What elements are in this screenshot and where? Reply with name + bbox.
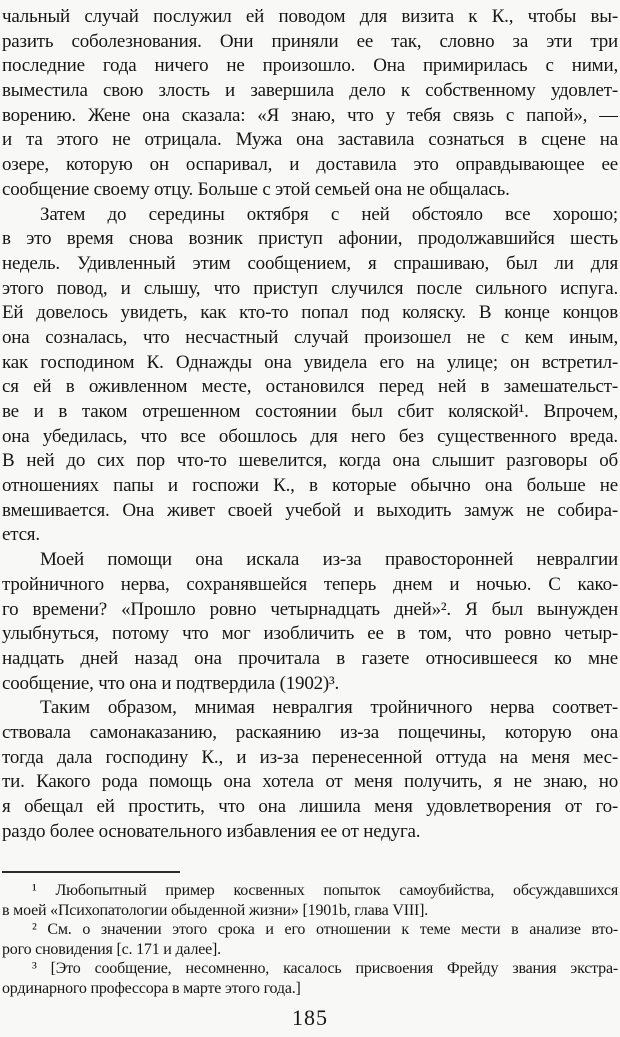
text-line: Моей помощи она искала из-за правосторонней невралгии	[40, 549, 618, 571]
text-line: ворению. Жене она сказала: «Я знаю, что у тебя связь с папой», —	[2, 104, 618, 126]
text-line: Ей довелось увидеть, как кто-то попал под коляску. В конце концов	[2, 302, 618, 324]
text-line: ствовала самонаказанию, раскаянию из-за пощечины, которую она	[2, 721, 618, 743]
text-line: недель. Удивленный этим сообщением, я спрашиваю, был ли для	[2, 252, 618, 274]
text-line: Затем до середины октября с ней обстояло все хорошо;	[40, 203, 618, 225]
text-line: она убедилась, что все обошлось для него без существенного вреда.	[2, 425, 618, 447]
text-line: озере, которую он оспаривал, и доставила это оправдывающее ее	[2, 154, 618, 176]
text-line: сообщение, что она и подтвердила (1902)³.	[2, 672, 340, 694]
text-line: Таким образом, мнимая невралгия тройничного нерва соответ-	[40, 697, 618, 719]
text-line: вмешивается. Она живет своей учебой и выходить замуж не собира-	[2, 499, 618, 521]
text-line: ве и в таком отрешенном состоянии был сбит коляской¹. Впрочем,	[2, 401, 618, 422]
text-line: выместила свою злость и завершила дело к собственному удовлет-	[2, 80, 618, 102]
text-line: я обещал ей простить, что она лишила меня удовлетворения от го-	[2, 796, 618, 817]
text-line: раздо более основательного избавления ее от недуга.	[2, 820, 421, 842]
footnote-divider	[2, 871, 180, 873]
text-line: ется.	[2, 524, 40, 546]
text-line: В ней до сих пор что-то шевелится, когда она слышит разговоры об	[2, 450, 618, 472]
text-line: последние года ничего не произошло. Она примирилась с ними,	[2, 55, 618, 77]
footnote-line: в моей «Психопатологии обыденной жизни» [1901b, глава VIII].	[2, 901, 429, 919]
text-line: тройничного нерва, сохранявшейся теперь днем и ночью. С како-	[2, 573, 618, 595]
footnote-line: ¹ Любопытный пример косвенных попыток самоубийства, обсуждавшихся	[32, 882, 618, 900]
page-number: 185	[292, 1005, 328, 1030]
text-line: в это время снова возник приступ афонии, продолжавшийся шесть	[2, 228, 618, 250]
text-line: сообщение своему отцу. Больше с этой семьей она не общалась.	[2, 178, 510, 200]
text-line: чальный случай послужил ей поводом для визита к К., чтобы вы-	[2, 6, 618, 27]
text-line: ти. Какого рода помощь она хотела от меня получить, я не знаю, но	[2, 771, 618, 793]
footnote-line: ² См. о значении этого срока и его отношении к теме мести в анализе вто-	[32, 921, 618, 939]
text-line: надцать дней назад она прочитала в газете относившееся ко мне	[2, 647, 618, 669]
text-line: разить соболезнования. Они приняли ее так, словно за эти три	[2, 30, 618, 52]
text-line: отношениях папы и госпожи К., в которые обычно она больше не	[2, 475, 618, 497]
text-line: она созналась, что несчастный случай произошел не с кем иным,	[2, 326, 618, 348]
text-line: этого повод, и слышу, что приступ случился после сильного испуга.	[2, 277, 618, 299]
footnote-line: ³ [Это сообщение, несомненно, касалось присвоения Фрейду звания экстра-	[32, 960, 618, 978]
text-line: как господином К. Однажды она увидела его на улице; он встретил-	[2, 351, 618, 373]
footnote-line: рого сновидения [с. 171 и далее].	[2, 940, 221, 958]
text-line: ся ей в оживленном месте, остановился перед ней в замешательст-	[2, 376, 618, 398]
text-line: и та этого не отрицала. Мужа она заставила сознаться в сцене на	[2, 129, 618, 151]
text-line: го времени? «Прошло ровно четырнадцать дней»². Я был вынужден	[2, 598, 618, 620]
footnotes	[0, 881, 620, 998]
text-line: улыбнуться, потому что мог изобличить ее в том, что ровно четыр-	[2, 623, 618, 645]
footnote-line: ординарного профессора в марте этого года.]	[2, 979, 301, 997]
text-line: тогда дала господину К., и из-за перенесенной оттуда на меня мес-	[2, 746, 618, 768]
